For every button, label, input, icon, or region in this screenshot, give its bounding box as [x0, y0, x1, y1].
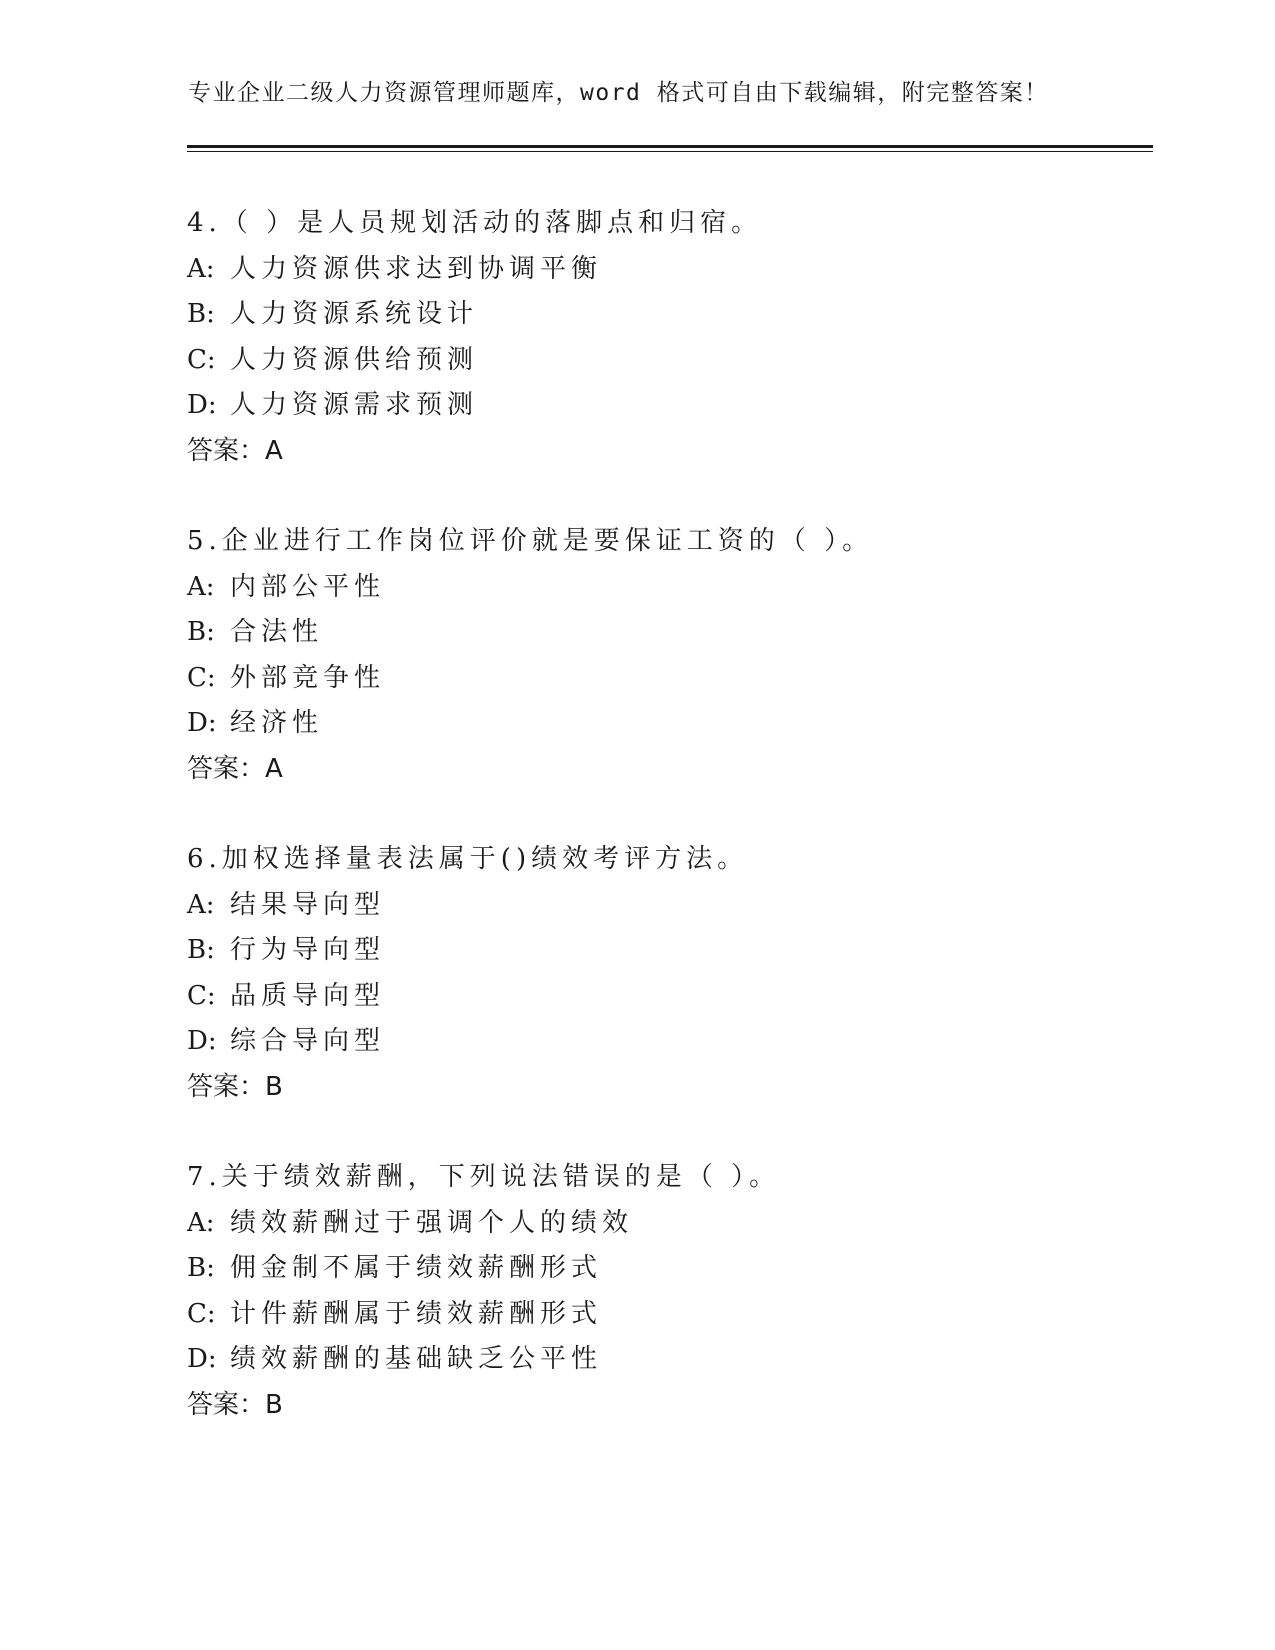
- option-text: 人力资源需求预测: [230, 390, 479, 420]
- option-text: 外部竞争性: [230, 662, 386, 693]
- option-letter: A:: [187, 1207, 215, 1238]
- question-stem: 4.（ ）是人员规划活动的落脚点和归宿。: [187, 208, 763, 238]
- option-b: [187, 292, 762, 338]
- option-letter: A:: [187, 571, 215, 602]
- option-text: 经济性: [230, 708, 324, 738]
- option-b: [187, 610, 873, 656]
- option-letter: D:: [187, 708, 217, 738]
- option-letter: C:: [187, 344, 216, 375]
- option-letter: C:: [187, 1298, 216, 1329]
- option-a: [187, 1201, 780, 1247]
- option-letter: D:: [187, 1344, 217, 1374]
- option-text: 人力资源系统设计: [230, 299, 479, 329]
- option-a: [187, 247, 762, 293]
- option-letter: B:: [187, 1253, 215, 1283]
- answer-line: 答案：B: [187, 1389, 283, 1420]
- option-c: [187, 338, 762, 384]
- option-text: 行为导向型: [230, 935, 386, 965]
- option-text: 内部公平性: [230, 571, 386, 602]
- option-text: 人力资源供给预测: [230, 344, 479, 375]
- option-d: [187, 701, 873, 747]
- answer-line: 答案：B: [187, 1071, 283, 1102]
- option-letter: C:: [187, 980, 216, 1011]
- option-d: [187, 1337, 780, 1383]
- option-text: 综合导向型: [230, 1026, 386, 1056]
- option-text: 绩效薪酬过于强调个人的绩效: [230, 1207, 634, 1238]
- answer-line: 答案：A: [187, 435, 283, 466]
- question-stem: 5.企业进行工作岗位评价就是要保证工资的（ ）。: [187, 526, 874, 556]
- option-d: [187, 1019, 748, 1065]
- option-text: 绩效薪酬的基础缺乏公平性: [230, 1344, 603, 1374]
- option-letter: B:: [187, 935, 215, 965]
- option-d: [187, 383, 762, 429]
- option-letter: D:: [187, 1026, 217, 1056]
- option-a: [187, 883, 748, 929]
- option-c: [187, 1292, 780, 1338]
- option-letter: B:: [187, 617, 215, 647]
- option-letter: A:: [187, 889, 215, 920]
- page-header: 专业企业二级人力资源管理师题库，word 格式可自由下载编辑，附完整答案！: [188, 80, 1049, 106]
- question-block: [187, 837, 748, 1110]
- option-text: 品质导向型: [230, 980, 386, 1011]
- question-block: [187, 519, 873, 792]
- option-text: 人力资源供求达到协调平衡: [230, 253, 603, 284]
- question-stem: 6.加权选择量表法属于()绩效考评方法。: [187, 844, 749, 874]
- question-block: [187, 201, 762, 474]
- option-text: 佣金制不属于绩效薪酬形式: [230, 1253, 603, 1283]
- option-text: 结果导向型: [230, 889, 386, 920]
- option-letter: A:: [187, 253, 215, 284]
- option-b: [187, 928, 748, 974]
- question-block: [187, 1155, 780, 1428]
- option-c: [187, 974, 748, 1020]
- option-letter: C:: [187, 662, 216, 693]
- option-letter: B:: [187, 299, 215, 329]
- header-divider: [187, 145, 1153, 148]
- option-text: 合法性: [230, 617, 324, 647]
- question-stem: 7.关于绩效薪酬，下列说法错误的是（ ）。: [187, 1162, 781, 1192]
- option-b: [187, 1246, 780, 1292]
- answer-line: 答案：A: [187, 753, 283, 784]
- option-letter: D:: [187, 390, 217, 420]
- option-a: [187, 565, 873, 611]
- option-text: 计件薪酬属于绩效薪酬形式: [230, 1298, 603, 1329]
- option-c: [187, 656, 873, 702]
- header-divider-thin: [187, 151, 1153, 152]
